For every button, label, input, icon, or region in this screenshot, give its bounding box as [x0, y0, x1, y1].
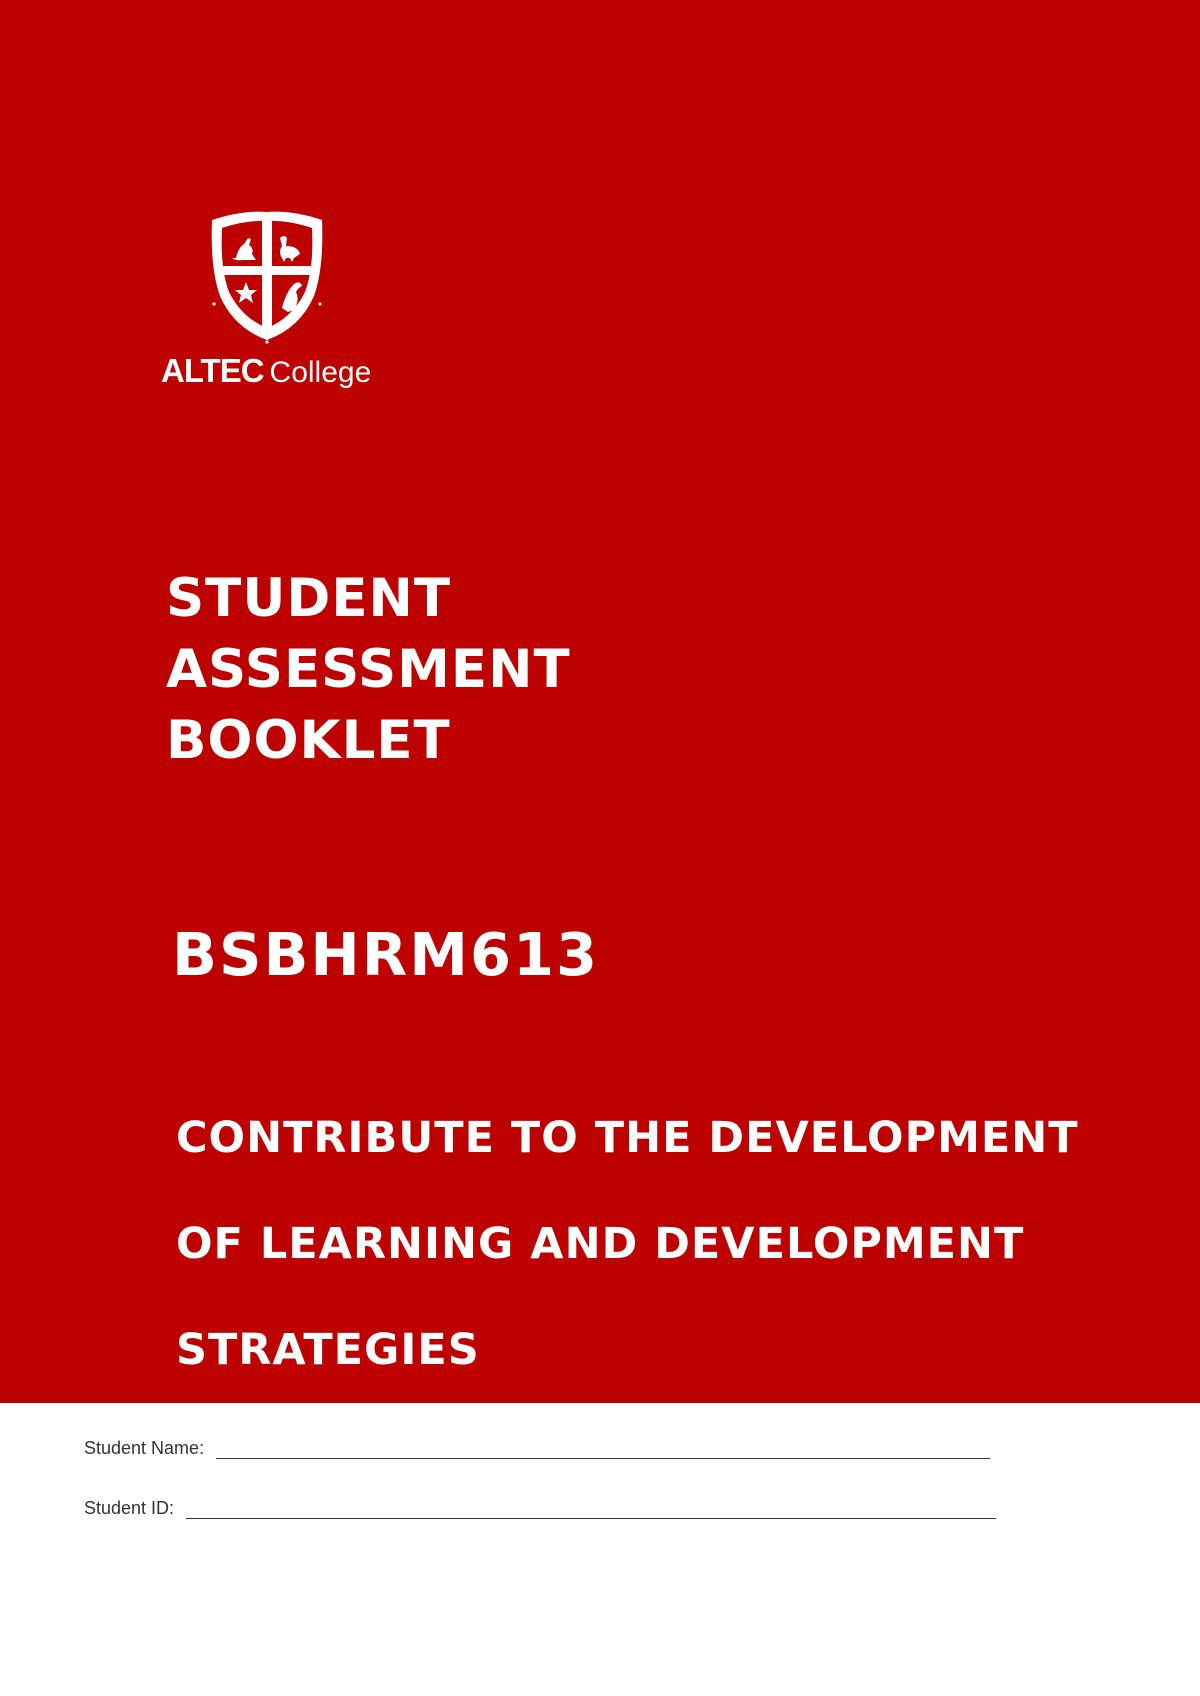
unit-code: BSBHRM613 — [172, 920, 600, 989]
title-line: BOOKLET — [166, 710, 451, 771]
college-logo — [158, 208, 372, 398]
student-id-field[interactable] — [186, 1500, 996, 1519]
title-line: STUDENT — [166, 568, 452, 629]
unit-title-line: CONTRIBUTE TO THE DEVELOPMENT — [176, 1113, 1079, 1163]
unit-title-line: STRATEGIES — [176, 1325, 480, 1375]
student-name-field[interactable] — [216, 1440, 990, 1459]
student-id-row — [84, 1498, 996, 1519]
student-name-label: Student Name: — [84, 1438, 205, 1458]
booklet-title — [166, 563, 571, 776]
shield-crest-icon — [202, 208, 332, 344]
student-name-row — [84, 1438, 990, 1459]
unit-title-line: OF LEARNING AND DEVELOPMENT — [176, 1219, 1025, 1269]
unit-title — [176, 1085, 1079, 1403]
college-wordmark — [161, 354, 371, 388]
student-id-label: Student ID: — [84, 1498, 175, 1518]
brand-name: ALTEC — [161, 352, 264, 389]
title-line: ASSESSMENT — [166, 639, 571, 700]
brand-suffix: College — [269, 356, 372, 389]
